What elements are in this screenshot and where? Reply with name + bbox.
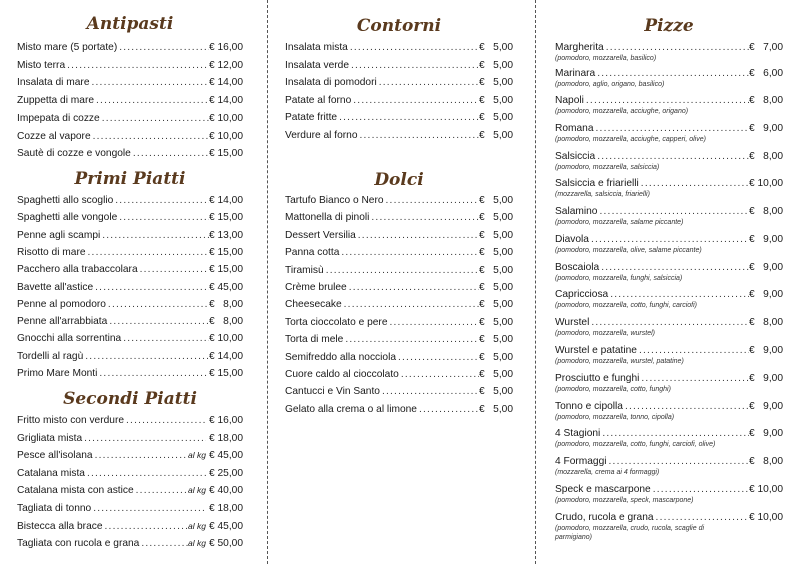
menu-item xyxy=(17,246,243,259)
dot-leader xyxy=(349,59,479,72)
item-unit: al kg xyxy=(188,538,206,549)
dot-leader xyxy=(117,211,209,224)
item-price: € 9,00 xyxy=(749,262,783,273)
item-price: € 5,00 xyxy=(479,299,513,311)
item-name: Insalata verde xyxy=(285,59,349,71)
item-price: € 7,00 xyxy=(749,42,783,53)
item-price: € 9,00 xyxy=(749,289,783,300)
dot-leader xyxy=(384,194,479,207)
item-price: € 14,00 xyxy=(209,195,243,206)
item-price: € 45,00 xyxy=(209,520,243,532)
item-name: Cantucci e Vin Santo xyxy=(285,386,380,398)
item-price: € 5,00 xyxy=(479,403,513,415)
dot-leader xyxy=(600,427,749,440)
item-price: € 16,00 xyxy=(209,42,243,53)
item-name: Tiramisù xyxy=(285,264,324,276)
dot-leader xyxy=(358,129,480,142)
menu-item xyxy=(555,205,783,218)
item-price: € 9,00 xyxy=(749,123,783,134)
dot-leader xyxy=(93,281,209,294)
item-name: Mattonella di pinoli xyxy=(285,212,370,224)
item-unit: al kg xyxy=(188,450,206,461)
item-name: Speck e mascarpone xyxy=(555,484,651,495)
dot-leader xyxy=(594,122,749,135)
item-name: Cheesecake xyxy=(285,299,342,311)
dot-leader xyxy=(342,298,479,311)
item-name: 4 Stagioni xyxy=(555,428,601,439)
menu-item xyxy=(285,264,513,277)
menu-item xyxy=(17,112,243,125)
menu-item xyxy=(17,194,243,207)
item-price: € 14,00 xyxy=(209,350,243,362)
menu-item xyxy=(555,94,783,107)
menu-item xyxy=(285,194,513,207)
menu-item xyxy=(17,263,243,276)
item-price: € 40,00 xyxy=(209,485,243,497)
menu-item xyxy=(17,315,243,328)
item-name: Cuore caldo al cioccolato xyxy=(285,369,399,380)
item-price: € 50,00 xyxy=(209,538,243,550)
item-price: € 5,00 xyxy=(479,247,513,259)
dolci-heading: Dolci xyxy=(374,170,424,190)
dot-leader xyxy=(597,205,749,218)
menu-item xyxy=(17,449,243,462)
item-name: Margherita xyxy=(555,42,604,53)
item-price: € 5,00 xyxy=(479,264,513,276)
item-price: € 8,00 xyxy=(749,95,783,106)
item-price: € 8,00 xyxy=(749,317,783,328)
item-price: € 5,00 xyxy=(479,386,513,398)
item-ingredients: (pomodoro, mozzarella, basilico) xyxy=(555,55,657,62)
item-name: Misto terra xyxy=(17,59,66,71)
item-price: € 5,00 xyxy=(479,195,513,206)
menu-item xyxy=(285,333,513,346)
item-ingredients: (mozzarella, salsiccia, friarielli) xyxy=(555,191,650,198)
menu-item xyxy=(285,76,513,89)
dot-leader xyxy=(89,76,209,89)
dot-leader xyxy=(83,350,209,363)
menu-item xyxy=(555,511,783,524)
dot-leader xyxy=(343,333,479,346)
item-price: € 5,00 xyxy=(479,212,513,224)
menu-item xyxy=(285,59,513,72)
menu-item xyxy=(285,403,513,416)
item-ingredients: (pomodoro, mozzarella, wurstel) xyxy=(555,330,655,337)
item-price: € 10,00 xyxy=(749,512,783,523)
menu-item xyxy=(17,281,243,294)
item-name: Verdure al forno xyxy=(285,129,358,141)
item-name: Insalata di pomodori xyxy=(285,77,377,88)
item-price: € 10,00 xyxy=(209,112,243,124)
menu-item xyxy=(285,129,513,142)
menu-item xyxy=(555,400,783,413)
item-name: Tartufo Bianco o Nero xyxy=(285,195,384,206)
item-price: € 10,00 xyxy=(209,333,243,345)
dot-leader xyxy=(654,511,749,524)
item-name: Tagliata di tonno xyxy=(17,503,92,514)
dot-leader xyxy=(107,315,209,328)
menu-item xyxy=(285,94,513,107)
item-name: Insalata di mare xyxy=(17,77,90,89)
dot-leader xyxy=(347,281,479,294)
menu-item xyxy=(285,385,513,398)
menu-item xyxy=(17,211,243,224)
menu-item xyxy=(17,59,243,72)
item-ingredients: (mozzarella, crema ai 4 formaggi) xyxy=(555,469,660,476)
item-price: € 14,00 xyxy=(209,95,243,107)
item-price: € 13,00 xyxy=(209,229,243,241)
menu-item xyxy=(555,455,783,468)
item-name: Marinara xyxy=(555,68,596,79)
dot-leader xyxy=(380,385,479,398)
item-ingredients: (pomodoro, mozzarella, olive, salame piccante) xyxy=(555,247,702,254)
menu-item xyxy=(555,344,783,357)
item-price: € 18,00 xyxy=(209,432,243,444)
item-price: € 8,00 xyxy=(749,206,783,217)
dot-leader xyxy=(396,351,479,364)
menu-item xyxy=(17,414,243,427)
item-name: Catalana mista con astice xyxy=(17,485,134,497)
dot-leader xyxy=(377,76,479,89)
menu-item xyxy=(17,41,243,54)
item-price: € 9,00 xyxy=(749,234,783,245)
item-name: Napoli xyxy=(555,95,584,106)
item-ingredients: (pomodoro, mozzarella, cotto, funghi, carciofi) xyxy=(555,302,698,309)
item-price: € 5,00 xyxy=(479,369,513,380)
menu-item xyxy=(555,122,783,135)
item-price: € 12,00 xyxy=(209,59,243,71)
menu-item xyxy=(17,229,243,242)
dot-leader xyxy=(623,400,749,413)
item-name: Tonno e cipolla xyxy=(555,401,623,412)
dot-leader xyxy=(417,403,479,416)
dot-leader xyxy=(356,229,479,242)
dot-leader xyxy=(124,414,206,427)
menu-item xyxy=(285,246,513,259)
menu-item xyxy=(555,261,783,274)
dot-leader xyxy=(131,147,209,160)
item-price: € 10,00 xyxy=(209,130,243,142)
menu-item xyxy=(285,41,513,54)
contorni-heading: Contorni xyxy=(356,16,442,36)
dot-leader xyxy=(651,483,749,496)
item-ingredients: (pomodoro, mozzarella, wurstel, patatine) xyxy=(555,358,684,365)
item-name: Panna cotta xyxy=(285,247,340,259)
dot-leader xyxy=(86,246,209,259)
menu-item xyxy=(555,372,783,385)
item-ingredients: (pomodoro, mozzarella, acciughe, capperi, olive) xyxy=(555,136,706,143)
menu-item xyxy=(285,281,513,294)
menu-item xyxy=(17,76,243,89)
item-name: Fritto misto con verdure xyxy=(17,415,125,426)
item-name: Primo Mare Monti xyxy=(17,368,98,379)
dot-leader xyxy=(106,298,209,311)
dot-leader xyxy=(85,467,206,480)
item-price: € 8,00 xyxy=(749,151,783,162)
item-price: € 5,00 xyxy=(479,94,513,106)
dot-leader xyxy=(637,344,749,357)
menu-item xyxy=(555,316,783,329)
menu-item xyxy=(17,332,243,345)
item-name: Salamino xyxy=(555,206,598,217)
item-unit: al kg xyxy=(188,485,206,496)
dot-leader xyxy=(607,455,749,468)
menu-item xyxy=(555,483,783,496)
item-name: Bavette all'astice xyxy=(17,281,94,293)
menu-item xyxy=(285,211,513,224)
item-name: Pesce all'isolana xyxy=(17,450,93,462)
menu-item xyxy=(555,41,783,54)
item-name: Gnocchi alla sorrentina xyxy=(17,333,122,345)
item-name: Bistecca alla brace xyxy=(17,520,103,532)
item-price: € 5,00 xyxy=(479,42,513,53)
dot-leader xyxy=(139,537,188,550)
dot-leader xyxy=(589,316,749,329)
dot-leader xyxy=(348,41,479,54)
item-name: Patate fritte xyxy=(285,112,338,123)
item-price: € 5,00 xyxy=(479,129,513,141)
item-name: Wurstel xyxy=(555,317,590,328)
menu-item xyxy=(285,111,513,124)
dot-leader xyxy=(599,261,749,274)
dot-leader xyxy=(595,150,749,163)
item-unit: al kg xyxy=(188,520,206,531)
primi-heading: Primi Piatti xyxy=(74,169,186,189)
item-price: € 9,00 xyxy=(749,428,783,439)
item-price: € 15,00 xyxy=(209,264,243,276)
item-name: Tordelli al ragù xyxy=(17,350,84,362)
column-divider-right xyxy=(535,0,536,564)
item-price: € 45,00 xyxy=(209,281,243,293)
menu-item xyxy=(17,367,243,380)
item-name: Cozze al vapore xyxy=(17,130,91,142)
menu-item xyxy=(17,130,243,143)
item-name: Gelato alla crema o al limone xyxy=(285,403,417,415)
item-price: € 8,00 xyxy=(209,298,243,310)
item-name: Diavola xyxy=(555,234,589,245)
item-price: € 5,00 xyxy=(479,112,513,123)
dot-leader xyxy=(121,332,209,345)
item-price: € 15,00 xyxy=(209,246,243,258)
item-name: Dessert Versilia xyxy=(285,229,356,241)
item-price: € 10,00 xyxy=(749,178,783,189)
menu-item xyxy=(285,229,513,242)
item-name: Grigliata mista xyxy=(17,432,83,444)
item-ingredients: (pomodoro, mozzarella, tonno, cipolla) xyxy=(555,414,675,421)
item-name: Torta di mele xyxy=(285,334,344,346)
menu-item xyxy=(17,520,243,533)
pizze-heading: Pizze xyxy=(644,16,694,36)
dot-leader xyxy=(100,112,209,125)
menu-item xyxy=(17,298,243,311)
dot-leader xyxy=(138,263,209,276)
item-name: Salsiccia e friarielli xyxy=(555,178,639,189)
item-name: Capricciosa xyxy=(555,289,609,300)
item-price: € 15,00 xyxy=(209,368,243,379)
menu-item xyxy=(555,233,783,246)
menu-item xyxy=(17,147,243,160)
item-name: Catalana mista xyxy=(17,467,85,479)
item-name: Misto mare (5 portate) xyxy=(17,42,118,53)
dot-leader xyxy=(103,520,189,533)
item-name: Zuppetta di mare xyxy=(17,95,95,107)
column-divider-left xyxy=(267,0,268,564)
item-name: Salsiccia xyxy=(555,151,596,162)
item-ingredients: (pomodoro, mozzarella, salsiccia) xyxy=(555,164,660,171)
item-price: € 9,00 xyxy=(749,373,783,384)
item-price: € 5,00 xyxy=(479,229,513,241)
item-name: 4 Formaggi xyxy=(555,456,607,467)
dot-leader xyxy=(351,94,479,107)
menu-item xyxy=(555,288,783,301)
item-name: Insalata mista xyxy=(285,42,348,53)
item-name: Penne agli scampi xyxy=(17,229,101,241)
item-name: Risotto di mare xyxy=(17,246,86,258)
dot-leader xyxy=(91,502,206,515)
dot-leader xyxy=(608,288,749,301)
menu-item xyxy=(285,298,513,311)
item-ingredients: (pomodoro, mozzarella, cotto, funghi) xyxy=(555,386,671,393)
item-name: Prosciutto e funghi xyxy=(555,373,640,384)
item-name: Crudo, rucola e grana xyxy=(555,512,654,523)
dot-leader xyxy=(93,449,188,462)
item-price: € 45,00 xyxy=(209,450,243,462)
item-price: € 6,00 xyxy=(749,68,783,79)
dot-leader xyxy=(97,367,209,380)
item-name: Penne all'arrabbiata xyxy=(17,316,108,328)
antipasti-heading: Antipasti xyxy=(86,14,174,34)
item-price: € 15,00 xyxy=(209,212,243,224)
menu-item xyxy=(17,432,243,445)
menu-item xyxy=(17,350,243,363)
dot-leader xyxy=(589,233,749,246)
item-price: € 5,00 xyxy=(479,351,513,363)
item-price: € 25,00 xyxy=(209,467,243,479)
dot-leader xyxy=(369,211,479,224)
dot-leader xyxy=(639,177,749,190)
item-name: Boscaiola xyxy=(555,262,600,273)
dot-leader xyxy=(337,111,479,124)
dot-leader xyxy=(388,316,480,329)
menu-item xyxy=(17,484,243,497)
menu-item xyxy=(555,67,783,80)
item-price: € 9,00 xyxy=(749,401,783,412)
item-name: Romana xyxy=(555,123,594,134)
item-ingredients: (pomodoro, mozzarella, speck, mascarpone) xyxy=(555,497,694,504)
dot-leader xyxy=(65,59,209,72)
item-price: € 8,00 xyxy=(749,456,783,467)
menu-item xyxy=(17,467,243,480)
dot-leader xyxy=(134,484,188,497)
item-ingredients: (pomodoro, aglio, origano, basilico) xyxy=(555,81,665,88)
secondi-heading: Secondi Piatti xyxy=(63,389,197,409)
item-price: € 5,00 xyxy=(479,316,513,328)
menu-item xyxy=(555,427,783,440)
item-name: Crème brulee xyxy=(285,282,347,293)
menu-item xyxy=(17,94,243,107)
dot-leader xyxy=(399,368,479,381)
item-name: Penne al pomodoro xyxy=(17,298,106,310)
item-price: € 14,00 xyxy=(209,77,243,89)
dot-leader xyxy=(100,229,209,242)
menu-item xyxy=(17,537,243,550)
item-price: € 5,00 xyxy=(479,334,513,346)
item-name: Pacchero alla trabaccolara xyxy=(17,264,138,276)
item-price: € 18,00 xyxy=(209,503,243,514)
item-ingredients: (pomodoro, mozzarella, salame piccante) xyxy=(555,219,684,226)
item-name: Sautè di cozze e vongole xyxy=(17,148,131,160)
item-ingredients: (pomodoro, mozzarella, acciughe, origano) xyxy=(555,108,689,115)
dot-leader xyxy=(94,94,209,107)
dot-leader xyxy=(584,94,749,107)
menu-item xyxy=(17,502,243,515)
item-ingredients: (pomodoro, mozzarella, crudo, rucola, scaglie di parmigiano) xyxy=(555,525,705,541)
item-name: Tagliata con rucola e grana xyxy=(17,538,140,550)
dot-leader xyxy=(82,432,206,445)
item-price: € 15,00 xyxy=(209,148,243,160)
item-name: Spaghetti allo scoglio xyxy=(17,195,114,206)
dot-leader xyxy=(339,246,479,259)
menu-item xyxy=(285,316,513,329)
dot-leader xyxy=(91,130,209,143)
item-name: Impepata di cozze xyxy=(17,112,100,124)
dot-leader xyxy=(113,194,209,207)
menu-item xyxy=(555,177,783,190)
item-name: Semifreddo alla nocciola xyxy=(285,351,396,363)
dot-leader xyxy=(117,41,209,54)
menu-item xyxy=(285,351,513,364)
dot-leader xyxy=(324,264,479,277)
item-price: € 10,00 xyxy=(749,484,783,495)
item-price: € 5,00 xyxy=(479,282,513,293)
menu-item xyxy=(555,150,783,163)
item-price: € 5,00 xyxy=(479,77,513,88)
dot-leader xyxy=(604,41,749,54)
item-price: € 5,00 xyxy=(479,59,513,71)
item-name: Torta cioccolato e pere xyxy=(285,316,388,328)
item-price: € 8,00 xyxy=(209,316,243,328)
item-price: € 9,00 xyxy=(749,345,783,356)
item-name: Wurstel e patatine xyxy=(555,345,637,356)
item-name: Spaghetti alle vongole xyxy=(17,212,118,224)
item-price: € 16,00 xyxy=(209,415,243,426)
item-ingredients: (pomodoro, mozzarella, funghi, salsiccia) xyxy=(555,275,683,282)
dot-leader xyxy=(639,372,749,385)
dot-leader xyxy=(595,67,749,80)
menu-item xyxy=(285,368,513,381)
item-name: Patate al forno xyxy=(285,94,352,106)
item-ingredients: (pomodoro, mozzarella, cotto, funghi, carciofi, olive) xyxy=(555,441,716,448)
